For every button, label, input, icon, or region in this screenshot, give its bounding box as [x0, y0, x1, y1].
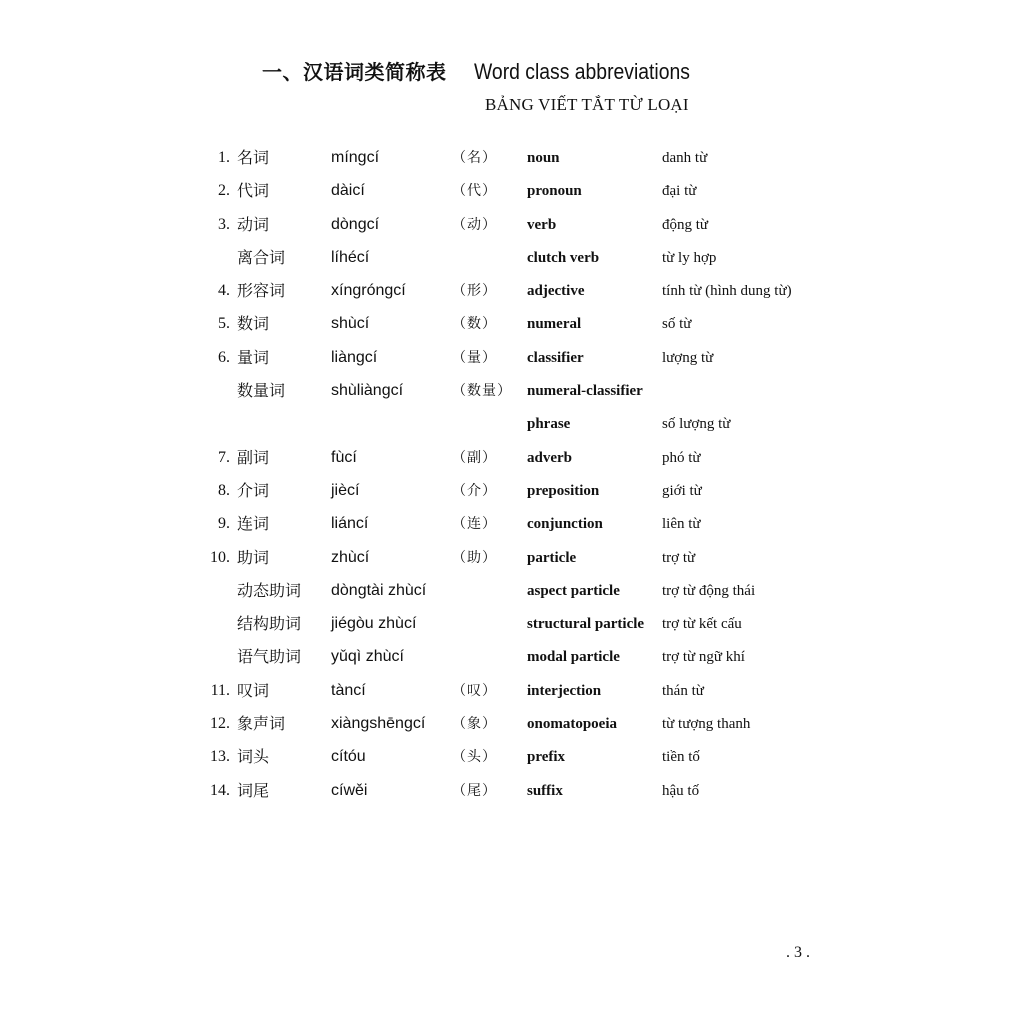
vietnamese-term: danh từ	[662, 150, 708, 166]
row-number: 3.	[218, 215, 230, 233]
abbreviation: （尾）	[452, 782, 497, 799]
table-row	[0, 577, 1024, 610]
chinese-term: 助词	[237, 547, 270, 567]
abbreviation: （量）	[452, 349, 497, 366]
english-term: numeral	[527, 316, 582, 333]
row-number: 14.	[210, 781, 230, 799]
english-term: suffix	[527, 782, 563, 799]
row-number: 9.	[218, 515, 230, 533]
pinyin: liàngcí	[331, 348, 378, 366]
page-title	[262, 56, 719, 88]
chinese-term: 形容词	[237, 281, 286, 301]
table-row	[0, 510, 1024, 543]
row-number: 12.	[210, 715, 230, 733]
pinyin: dàicí	[331, 182, 365, 200]
row-number: 11.	[210, 681, 230, 699]
row-number: 4.	[218, 282, 230, 300]
vietnamese-term: liên từ	[662, 516, 701, 533]
row-number: 2.	[218, 182, 230, 200]
table-row	[0, 477, 1024, 510]
english-term: onomatopoeia	[527, 716, 617, 733]
pinyin: xiàngshēngcí	[331, 715, 426, 733]
table-row	[0, 743, 1024, 776]
abbreviation: （助）	[452, 549, 497, 566]
pinyin: jiégòu zhùcí	[331, 615, 417, 633]
chinese-term: 量词	[237, 347, 270, 367]
english-term: prefix	[527, 749, 566, 766]
chinese-term: 词尾	[237, 780, 270, 800]
row-number: 13.	[210, 748, 230, 766]
abbreviation: （副）	[452, 449, 497, 466]
table-row	[0, 410, 1024, 443]
english-term: structural particle	[527, 616, 645, 633]
pinyin: dòngcí	[331, 215, 380, 233]
pinyin: shùliàngcí	[331, 382, 404, 400]
pinyin: zhùcí	[331, 548, 370, 566]
vietnamese-term: động từ	[662, 216, 709, 233]
vietnamese-term: trợ từ	[662, 549, 696, 566]
row-number: 7.	[218, 448, 230, 466]
table-row	[0, 344, 1024, 377]
pinyin: míngcí	[331, 149, 380, 166]
row-number: 6.	[218, 348, 230, 366]
pinyin: líhécí	[331, 248, 370, 266]
abbreviation: （数量）	[452, 383, 512, 400]
english-term: numeral-classifier	[527, 383, 643, 400]
abbreviation: （连）	[452, 516, 497, 533]
chinese-term: 代词	[237, 181, 270, 201]
subtitle-vietnamese: BẢNG VIẾT TẮT TỪ LOẠI	[485, 95, 689, 114]
table-row	[0, 677, 1024, 710]
abbreviation: （象）	[452, 716, 497, 733]
table-row	[0, 643, 1024, 676]
table-row	[0, 544, 1024, 577]
english-term: interjection	[527, 682, 602, 699]
vietnamese-term: giới từ	[662, 482, 702, 499]
table-row	[0, 211, 1024, 244]
pinyin: yǔqì zhùcí	[331, 648, 404, 666]
title-chinese: 一、汉语词类简称表	[262, 60, 447, 84]
chinese-term: 连词	[237, 514, 270, 534]
chinese-term: 叹词	[237, 680, 270, 700]
english-term: aspect particle	[527, 582, 620, 599]
word-class-table	[0, 144, 1024, 810]
row-number: 5.	[218, 315, 230, 333]
chinese-term: 副词	[237, 447, 270, 467]
vietnamese-term: hậu tố	[662, 782, 700, 799]
english-term: modal particle	[527, 649, 620, 666]
table-row	[0, 277, 1024, 310]
chinese-term: 语气助词	[237, 647, 302, 667]
row-number: 1.	[218, 149, 230, 166]
table-row	[0, 177, 1024, 210]
vietnamese-term: trợ từ ngữ khí	[662, 649, 745, 666]
chinese-term: 结构助词	[237, 614, 302, 634]
english-term: conjunction	[527, 516, 603, 533]
table-row	[0, 310, 1024, 343]
pinyin: fùcí	[331, 448, 357, 466]
page-number: . 3 .	[786, 944, 810, 961]
abbreviation: （动）	[452, 216, 497, 233]
english-term: preposition	[527, 482, 600, 499]
vietnamese-term: số lượng từ	[662, 416, 731, 433]
table-row	[0, 444, 1024, 477]
english-term: phrase	[527, 416, 571, 433]
table-row	[0, 710, 1024, 743]
row-number: 8.	[218, 481, 230, 499]
vietnamese-term: tính từ (hình dung từ)	[662, 283, 792, 300]
vietnamese-term: số từ	[662, 316, 692, 333]
table-row	[0, 610, 1024, 643]
english-term: adverb	[527, 449, 572, 466]
english-term: pronoun	[527, 183, 582, 200]
abbreviation: （介）	[452, 482, 497, 499]
pinyin: shùcí	[331, 315, 370, 333]
vietnamese-term: phó từ	[662, 449, 701, 466]
vietnamese-term: trợ từ động thái	[662, 582, 756, 599]
title-english: Word class abbreviations	[473, 59, 690, 84]
pinyin: jiècí	[331, 481, 360, 499]
abbreviation: （形）	[452, 283, 497, 300]
abbreviation: （名）	[452, 150, 497, 166]
pinyin: dòngtài zhùcí	[331, 581, 427, 599]
english-term: adjective	[527, 283, 585, 300]
table-row	[0, 377, 1024, 410]
english-term: clutch verb	[527, 249, 600, 266]
chinese-term: 数词	[237, 314, 270, 334]
vietnamese-term: tiền tố	[662, 749, 700, 766]
chinese-term: 动词	[237, 214, 270, 234]
abbreviation: （数）	[452, 316, 497, 333]
chinese-term: 动态助词	[237, 580, 302, 600]
chinese-term: 象声词	[237, 714, 286, 734]
vietnamese-term: thán từ	[662, 682, 704, 699]
abbreviation: （代）	[452, 183, 497, 200]
abbreviation: （头）	[452, 749, 497, 766]
pinyin: tàncí	[331, 681, 366, 699]
english-term: classifier	[527, 349, 584, 366]
pinyin: cíwěi	[331, 781, 368, 799]
english-term: particle	[527, 549, 577, 566]
pinyin: liáncí	[331, 515, 369, 533]
table-row	[0, 144, 1024, 177]
chinese-term: 词头	[237, 747, 270, 767]
english-term: verb	[527, 216, 557, 233]
chinese-term: 离合词	[237, 247, 286, 267]
chinese-term: 介词	[237, 480, 270, 500]
table-row	[0, 244, 1024, 277]
vietnamese-term: đại từ	[662, 183, 697, 200]
row-number: 10.	[210, 548, 230, 566]
chinese-term: 名词	[237, 148, 270, 167]
chinese-term: 数量词	[237, 381, 286, 401]
table-row	[0, 777, 1024, 810]
vietnamese-term: lượng từ	[662, 349, 714, 366]
pinyin: cítóu	[331, 748, 366, 766]
vietnamese-term: trợ từ kết cấu	[662, 616, 742, 633]
english-term: noun	[527, 150, 560, 166]
vietnamese-term: từ tượng thanh	[662, 716, 751, 733]
vietnamese-term: từ ly hợp	[662, 249, 717, 266]
abbreviation: （叹）	[452, 682, 497, 699]
pinyin: xíngróngcí	[331, 282, 406, 300]
